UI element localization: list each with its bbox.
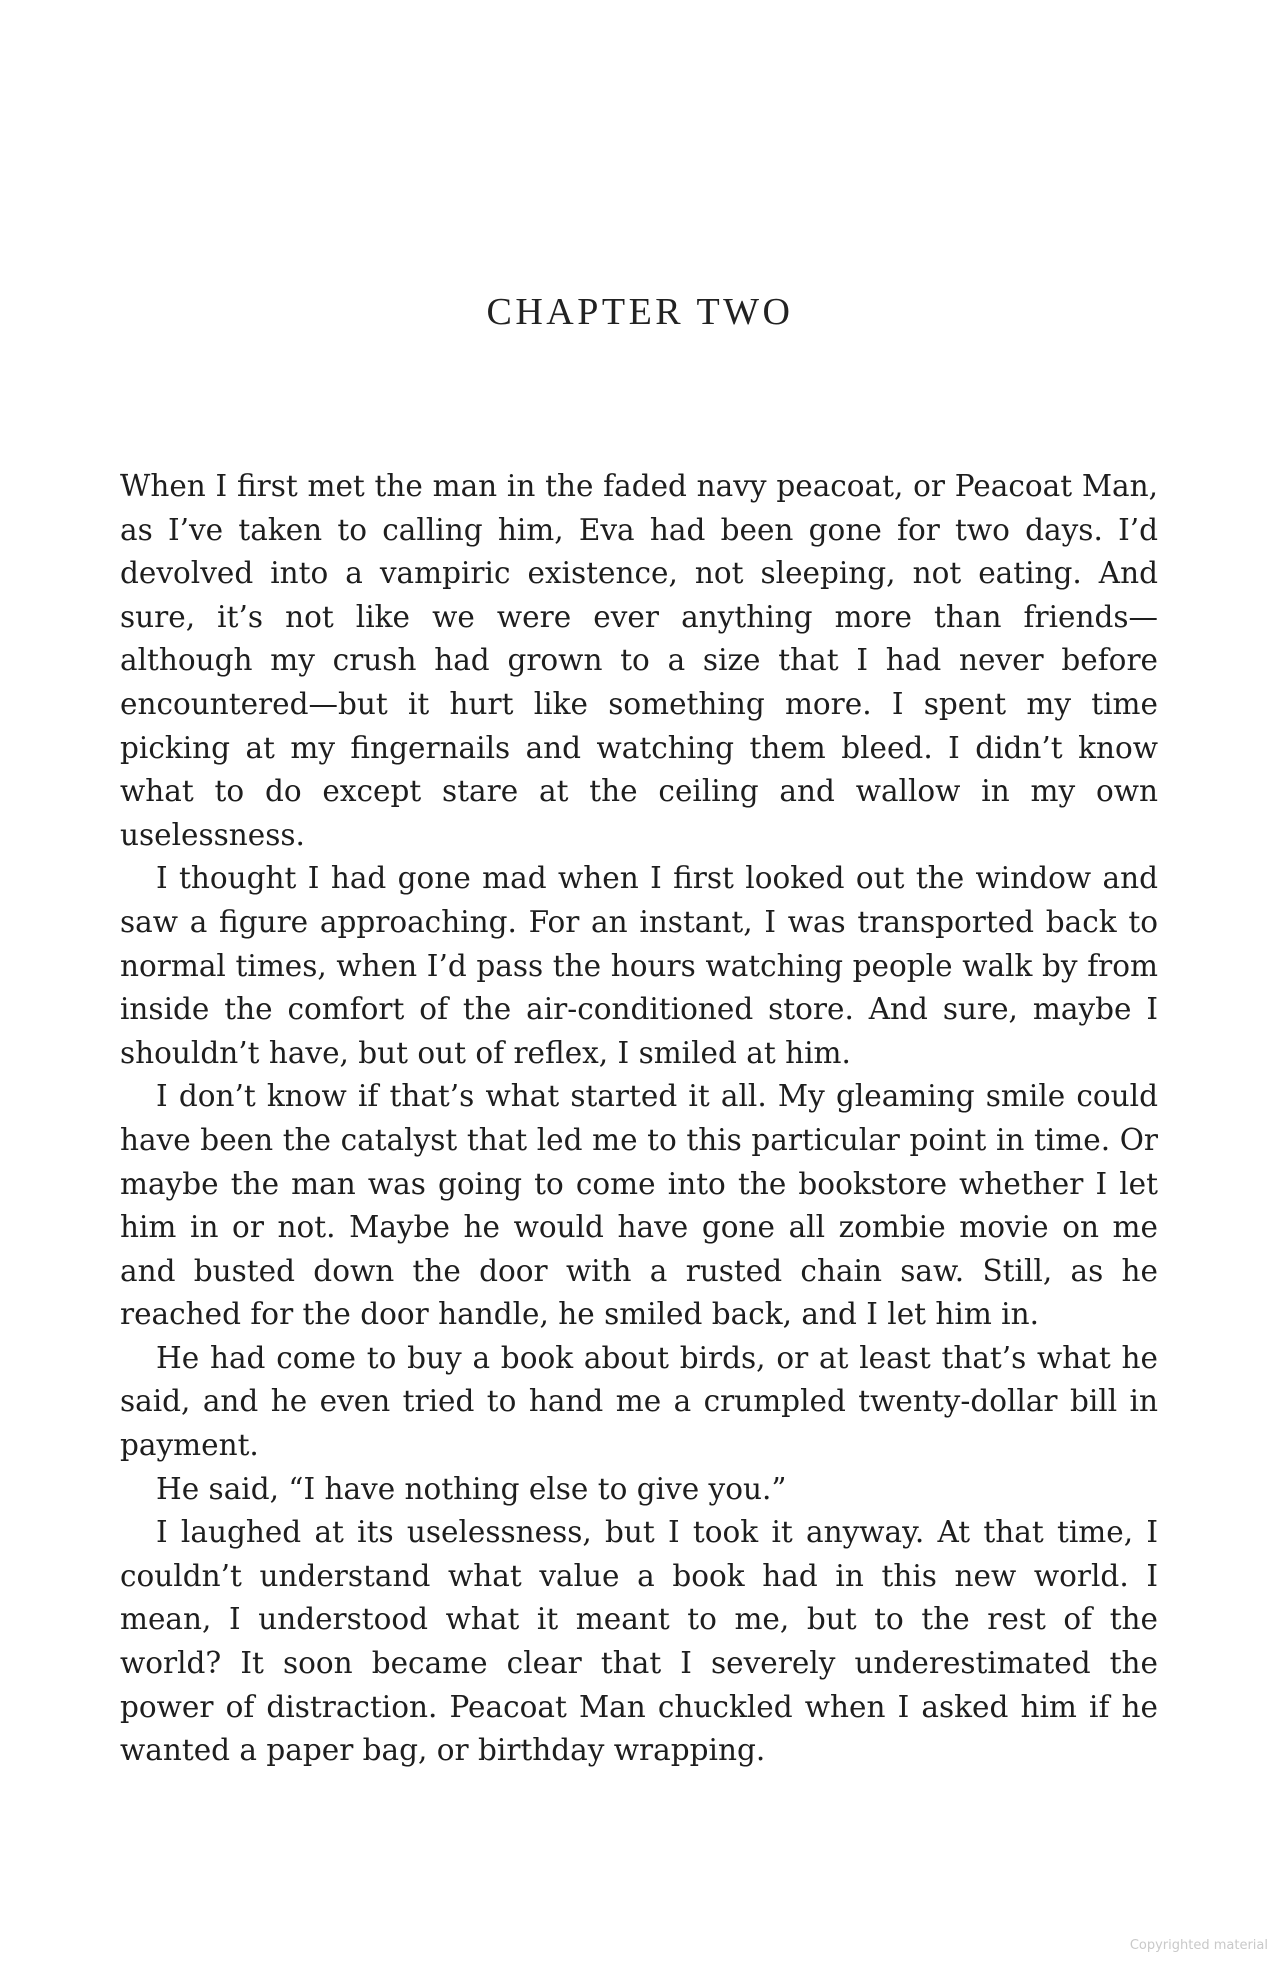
copyright-notice: Copyrighted material (1129, 1938, 1268, 1953)
chapter-body (120, 465, 1158, 1773)
paragraph-5: He said, “I have nothing else to give you.” (156, 1471, 787, 1506)
paragraph-3: I don’t know if that’s what started it all. My gleaming smile could have been the catalyst that led me to this particular point in time. Or maybe the man was going to come into the bookstore whether I let him in or not. Maybe he would have gone all zombie movie on me and busted down the door with a rusted chain saw. Still, as he reached for the door handle, he smiled back, and I let him in. (120, 1079, 1158, 1332)
paragraph-6: I laughed at its uselessness, but I took it anyway. At that time, I couldn’t understand what value a book had in this new world. I mean, I understood what it meant to me, but to the rest of the world? It soon became clear that I severely underestimated the power of distraction. Peacoat Man chuckled when I asked him if he wanted a paper bag, or birthday wrapping. (120, 1515, 1158, 1768)
paragraph-1: When I first met the man in the faded navy peacoat, or Peacoat Man, as I’ve taken to calling him, Eva had been gone for two days. I’d devolved into a vampiric existence, not sleeping, not eating. And sure, it’s not like we were ever anything more than friends—although my crush had grown to a size that I had never before encountered—but it hurt like something more. I spent my time picking at my fingernails and watching them bleed. I didn’t know what to do except stare at the ceiling and wallow in my own uselessness. (120, 469, 1158, 852)
paragraph-4: He had come to buy a book about birds, or at least that’s what he said, and he even tried to hand me a crumpled twenty-dollar bill in payment. (120, 1340, 1158, 1463)
chapter-title: CHAPTER TWO (486, 291, 794, 333)
paragraph-2: I thought I had gone mad when I first looked out the window and saw a figure approaching. For an instant, I was transported back to normal times, when I’d pass the hours watching people walk by from inside the comfort of the air-conditioned store. And sure, maybe I shouldn’t have, but out of reflex, I smiled at him. (120, 861, 1158, 1070)
